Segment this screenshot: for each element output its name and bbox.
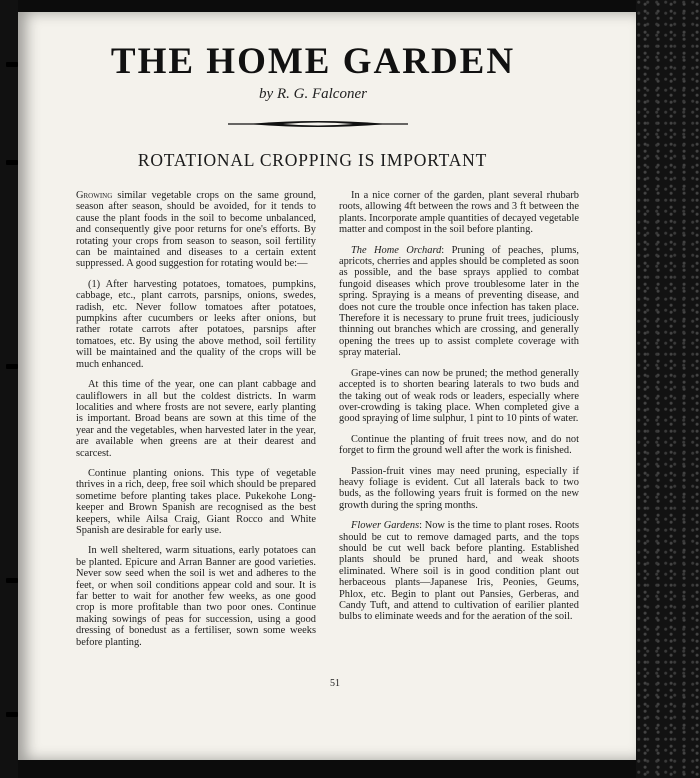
paragraph — [76, 190, 316, 270]
article-headline: ROTATIONAL CROPPING IS IMPORTANT — [137, 150, 488, 170]
ornament-rule-icon — [228, 119, 408, 129]
paragraph — [339, 245, 579, 359]
binding-edge — [0, 0, 18, 778]
paragraph: Continue the planting of fruit trees now, and do not forget to firm the ground well after the work is finished. — [339, 433, 579, 457]
paragraph — [339, 520, 579, 623]
paragraph: Continue planting onions. This type of vegetable thrives in a rich, deep, free soil which should be prepared sometime before planting takes place. Pukekohe Long-keeper and Brown Spanish are recognised as the best keepers, while Ailsa Craig, Giant Rocco and White Spanish are desirable for early use. — [76, 467, 316, 536]
lead-word: Growing — [76, 190, 113, 201]
paragraph-text: similar vegetable crops on the same ground, season after season, should be avoided, for it tends to cause the plant foods in the soil to become unbalanced, and consequently give poor returns for one's efforts. By rotating your crops from season to season, soil fertility can be maintained and diseases to a certain extent suppressed. A good suggestion for rotating would be:— — [76, 190, 316, 270]
page-title: THE HOME GARDEN — [110, 41, 516, 82]
left-column — [76, 190, 316, 657]
section-heading: The Home Orchard — [351, 244, 442, 256]
section-heading: Flower Gardens — [351, 520, 420, 532]
paragraph: Grape-vines can now be pruned; the method generally accepted is to shorten bearing laterals to two buds and the taking out of weak rods or leaders, especially where over-crowding is taking place. When completed give a good spraying of lime sulphur, 1 pint to 10 pints of water. — [339, 367, 579, 425]
right-column — [339, 190, 579, 632]
staple-mark — [6, 712, 18, 717]
paragraph: At this time of the year, one can plant cabbage and cauliflowers in all but the coldest districts. In warm localities and where frosts are not severe, early planting is important. Broad beans are sown at this time of the year and the vegetables, when harvested later in the year, are available when greens are at their dearest and scarcest. — [76, 379, 316, 459]
author-byline: by R. G. Falconer — [259, 86, 367, 102]
page-number: 51 — [330, 678, 340, 689]
staple-mark — [6, 160, 18, 165]
paragraph-text: : Pruning of peaches, plums, apricots, cherries and apples should be completed as soon as possible, and the base sprays applied to combat fungoid diseases which prove troublesome later in the spring. Spraying is a means of preventing disease, and does not cure the trouble once infection has taken place. Therefore it is necessary to prune fruit trees, judiciously thinning out branches which are crossing, and generally opening the trees up to assist complete coverage with spray material. — [339, 244, 579, 359]
paragraph: In well sheltered, warm situations, early potatoes can be planted. Epicure and Arran Banner are good varieties. Never sow seed when the soil is wet and adheres to the feet, or when soil conditions appear cold and sour. It is far better to wait for another few weeks, as one good crop is more profitable than two poor ones. Continue making sowings of peas for succession, using a good dressing of bonedust as a fertiliser, sown some weeks before planting. — [76, 545, 316, 648]
paragraph: In a nice corner of the garden, plant several rhubarb roots, allowing 4ft between the rows and 3 ft between the plants. Incorporate ample quantities of decayed vegetable matter and compost in the soil before planting. — [339, 190, 579, 236]
staple-mark — [6, 62, 18, 67]
staple-mark — [6, 364, 18, 369]
paragraph-text: : Now is the time to plant roses. Roots should be cut to remove damaged parts, and the tops should be cut well back before planting. Established plants should be pruned hard, and weak shoots eliminated. Where soil is in good condition plant out herbaceous plants—Japanese Iris, Peonies, Geums, Phlox, etc. Begin to plant out Pansies, Gerberas, and Candy Tuft, and attend to cultivation of earilier planted bulbs to eliminate weeds and for the aeration of the soil. — [339, 520, 579, 623]
staple-mark — [6, 578, 18, 583]
paragraph: Passion-fruit vines may need pruning, especially if heavy foliage is evident. Cut all laterals back to two buds, as the following years fruit is formed on the new growth during the spring months. — [339, 465, 579, 511]
paragraph: (1) After harvesting potatoes, tomatoes, pumpkins, cabbage, etc., plant carrots, parsnips, onions, swedes, radish, etc. Never follow tomatoes after potatoes, pumpkins after cucumbers or leeks after onions, but rather rotate carrots after potatoes, parsnips after tomatoes, etc. By using the above method, soil fertility will be maintained and the quality of the crops will be much enhanced. — [76, 278, 316, 370]
background-surface — [636, 0, 700, 778]
